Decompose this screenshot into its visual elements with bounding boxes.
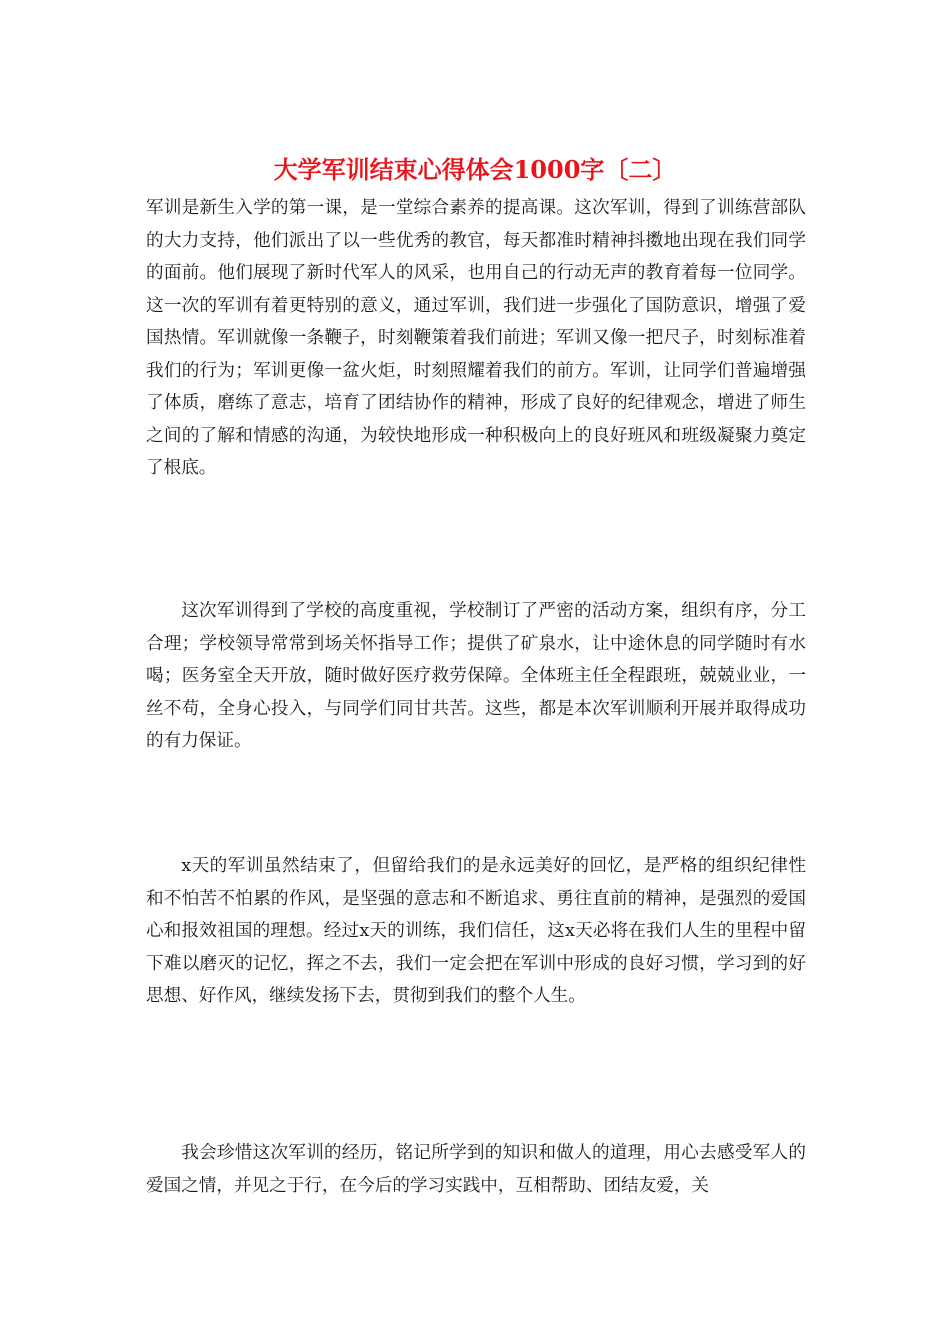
paragraph-2: 这次军训得到了学校的高度重视，学校制订了严密的活动方案，组织有序，分工合理；学校领导常常到场关怀指导工作；提供了矿泉水，让中途休息的同学随时有水喝；医务室全天开放，随时做好医疗救劳保障。全体班主任全程跟班，兢兢业业，一丝不苟，全身心投入，与同学们同甘共苦。这些，都是本次军训顺利开展并取得成功的有力保证。 [146,601,806,751]
paragraph-3: x天的军训虽然结束了，但留给我们的是永远美好的回忆，是严格的组织纪律性和不怕苦不怕累的作风，是坚强的意志和不断追求、勇往直前的精神，是强烈的爱国心和报效祖国的理想。经过x天的训练，我们信任，这x天必将在我们人生的里程中留下难以磨灭的记忆，挥之不去，我们一定会把在军训中形成的良好习惯，学习到的好思想、好作风，继续发扬下去，贯彻到我们的整个人生。 [146,856,806,1006]
paragraph-1: 军训是新生入学的第一课，是一堂综合素养的提高课。这次军训，得到了训练营部队的大力支持，他们派出了以一些优秀的教官，每天都准时精神抖擞地出现在我们同学的面前。他们展现了新时代军人的风采，也用自己的行动无声的教育着每一位同学。这一次的军训有着更特别的意义，通过军训，我们进一步强化了国防意识，增强了爱国热情。军训就像一条鞭子，时刻鞭策着我们前进；军训又像一把尺子，时刻标准着我们的行为；军训更像一盆火炬，时刻照耀着我们的前方。军训，让同学们普遍增强了体质，磨练了意志，培育了团结协作的精神，形成了良好的纪律观念，增进了师生之间的了解和情感的沟通，为较快地形成一种积极向上的良好班风和班级凝聚力奠定了根底。 [146,198,806,478]
document-title: 大学军训结束心得体会1000字〔二〕 [273,155,677,184]
paragraph-4: 我会珍惜这次军训的经历，铭记所学到的知识和做人的道理，用心去感受军人的爱国之情，并见之于行，在今后的学习实践中，互相帮助、团结友爱，关 [146,1143,806,1196]
